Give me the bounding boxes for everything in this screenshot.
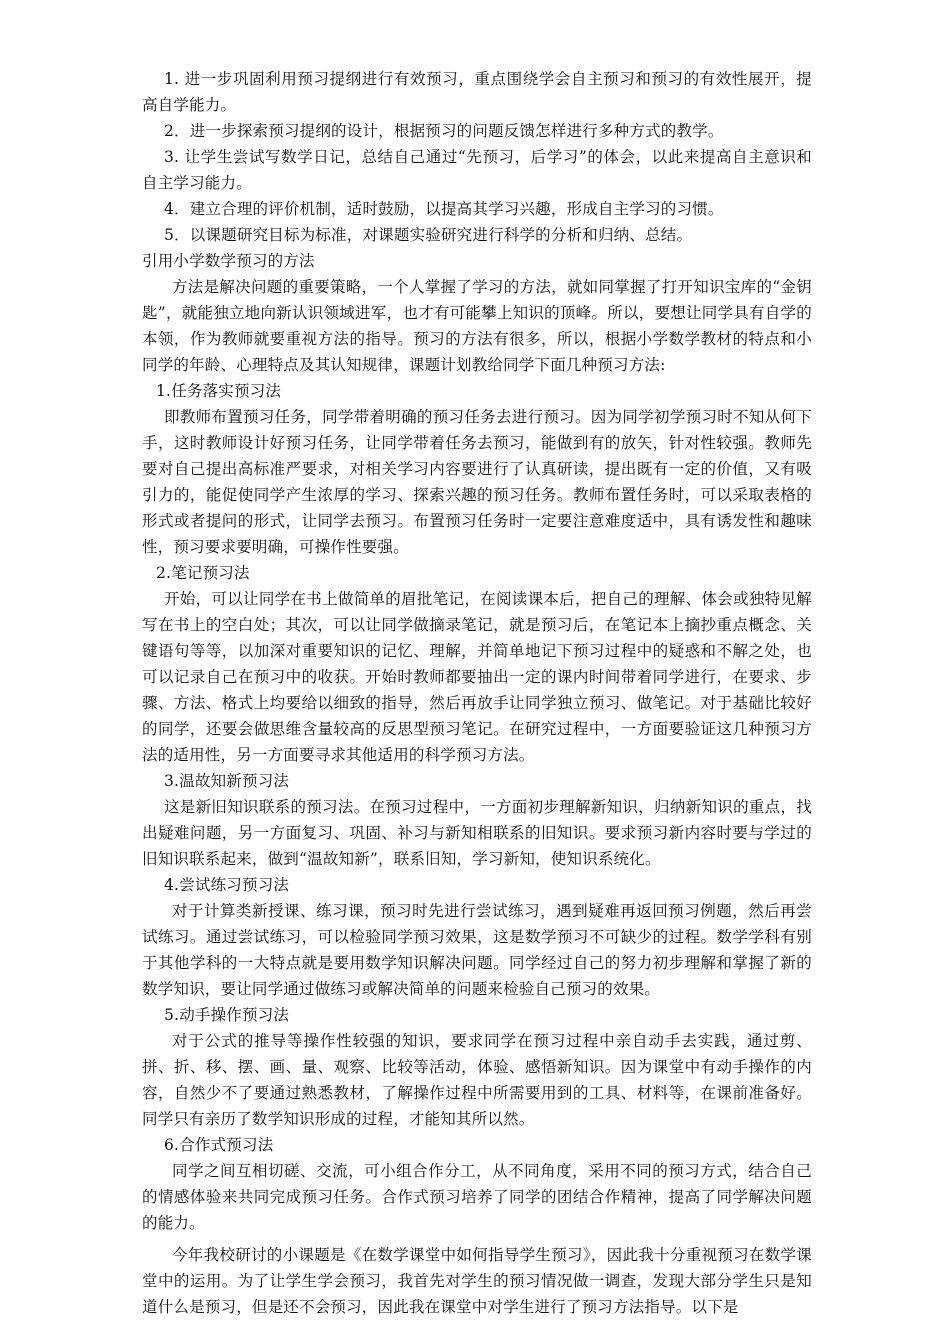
goal-item-4: 4．建立合理的评价机制，适时鼓励，以提高其学习兴趣，形成自主学习的习惯。 xyxy=(164,200,724,218)
method-title-2: 2.笔记预习法 xyxy=(156,564,250,582)
section-title: 引用小学数学预习的方法 xyxy=(142,252,315,270)
method-title-3: 3.温故知新预习法 xyxy=(164,772,290,790)
goal-item-2: 2．进一步探索预习提纲的设计，根据预习的问题反馈怎样进行多种方式的教学。 xyxy=(164,122,724,140)
method-body-3: 这是新旧知识联系的预习法。在预习过程中，一方面初步理解新知识，归纳新知识的重点，找出疑难问题，另一方面复习、巩固、补习与新知相联系的旧知识。要求预习新内容时要与学过的旧知识联系起来，做到“温故知新”，联系旧知，学习新知，使知识系统化。 xyxy=(142,798,812,868)
method-body-4: 对于计算类新授课、练习课，预习时先进行尝试练习，遇到疑难再返回预习例题，然后再尝试练习。通过尝试练习，可以检验同学预习效果，这是数学预习不可缺少的过程。数学学科有别于其他学科的一大特点就是要用数学知识解决问题。同学经过自己的努力初步理解和掌握了新的数学知识，要让同学通过做练习或解决简单的问题来检验自己预习的效果。 xyxy=(142,902,812,998)
goal-item-3: 3. 让学生尝试写数学日记，总结自己通过“先预习，后学习”的体会，以此来提高自主意识和自主学习能力。 xyxy=(142,148,812,192)
method-title-6: 6.合作式预习法 xyxy=(164,1136,274,1154)
method-title-5: 5.动手操作预习法 xyxy=(164,1006,290,1024)
method-body-1: 即教师布置预习任务，同学带着明确的预习任务去进行预习。因为同学初学预习时不知从何下手，这时教师设计好预习任务，让同学带着任务去预习，能做到有的放矢，针对性较强。教师先要对自己提出高标准严要求，对相关学习内容要进行了认真研读，提出既有一定的价值，又有吸引力的，能促使同学产生浓厚的学习、探索兴趣的预习任务。教师布置任务时，可以采取表格的形式或者提问的形式，让同学去预习。布置预习任务时一定要注意难度适中，具有诱发性和趣味性，预习要求要明确，可操作性要强。 xyxy=(142,408,812,556)
method-title-4: 4.尝试练习预习法 xyxy=(164,876,290,894)
goal-item-5: 5．以课题研究目标为标准，对课题实验研究进行科学的分析和归纳、总结。 xyxy=(164,226,693,244)
document-page xyxy=(142,66,812,1320)
goal-item-1: 1. 进一步巩固利用预习提纲进行有效预习，重点围绕学会自主预习和预习的有效性展开，提高自学能力。 xyxy=(142,70,812,114)
closing-paragraph: 今年我校研讨的小课题是《在数学课堂中如何指导学生预习》，因此我十分重视预习在数学课堂中的运用。为了让学生学会预习，我首先对学生的预习情况做一调查，发现大部分学生只是知道什么是预习，但是还不会预习，因此我在课堂中对学生进行了预习方法指导。以下是 xyxy=(142,1246,812,1316)
method-body-5: 对于公式的推导等操作性较强的知识，要求同学在预习过程中亲自动手去实践，通过剪、拼、折、移、摆、画、量、观察、比较等活动，体验、感悟新知识。因为课堂中有动手操作的内容，自然少不了要通过熟悉教材，了解操作过程中所需要用到的工具、材料等，在课前准备好。同学只有亲历了数学知识形成的过程，才能知其所以然。 xyxy=(142,1032,812,1128)
intro-paragraph: 方法是解决问题的重要策略，一个人掌握了学习的方法，就如同掌握了打开知识宝库的“金钥匙”，就能独立地向新认识领域进军，也才有可能攀上知识的顶峰。所以，要想让同学具有自学的本领，作为教师就要重视方法的指导。预习的方法有很多，所以，根据小学数学教材的特点和小同学的年龄、心理特点及其认知规律，课题计划教给同学下面几种预习方法: xyxy=(142,278,812,374)
method-title-1: 1.任务落实预习法 xyxy=(156,382,282,400)
method-body-6: 同学之间互相切磋、交流，可小组合作分工，从不同角度，采用不同的预习方式，结合自己的情感体验来共同完成预习任务。合作式预习培养了同学的团结合作精神，提高了同学解决问题的能力。 xyxy=(142,1162,812,1232)
method-body-2: 开始，可以让同学在书上做简单的眉批笔记，在阅读课本后，把自己的理解、体会或独特见解写在书上的空白处；其次，可以让同学做摘录笔记，就是预习后，在笔记本上摘抄重点概念、关键语句等等，以加深对重要知识的记忆、理解，并简单地记下预习过程中的疑惑和不解之处，也可以记录自己在预习中的收获。开始时教师都要抽出一定的课内时间带着同学进行，在要求、步骤、方法、格式上均要给以细致的指导，然后再放手让同学独立预习、做笔记。对于基础比较好的同学，还要会做思维含量较高的反思型预习笔记。在研究过程中，一方面要验证这几种预习方法的适用性，另一方面要寻求其他适用的科学预习方法。 xyxy=(142,590,812,764)
